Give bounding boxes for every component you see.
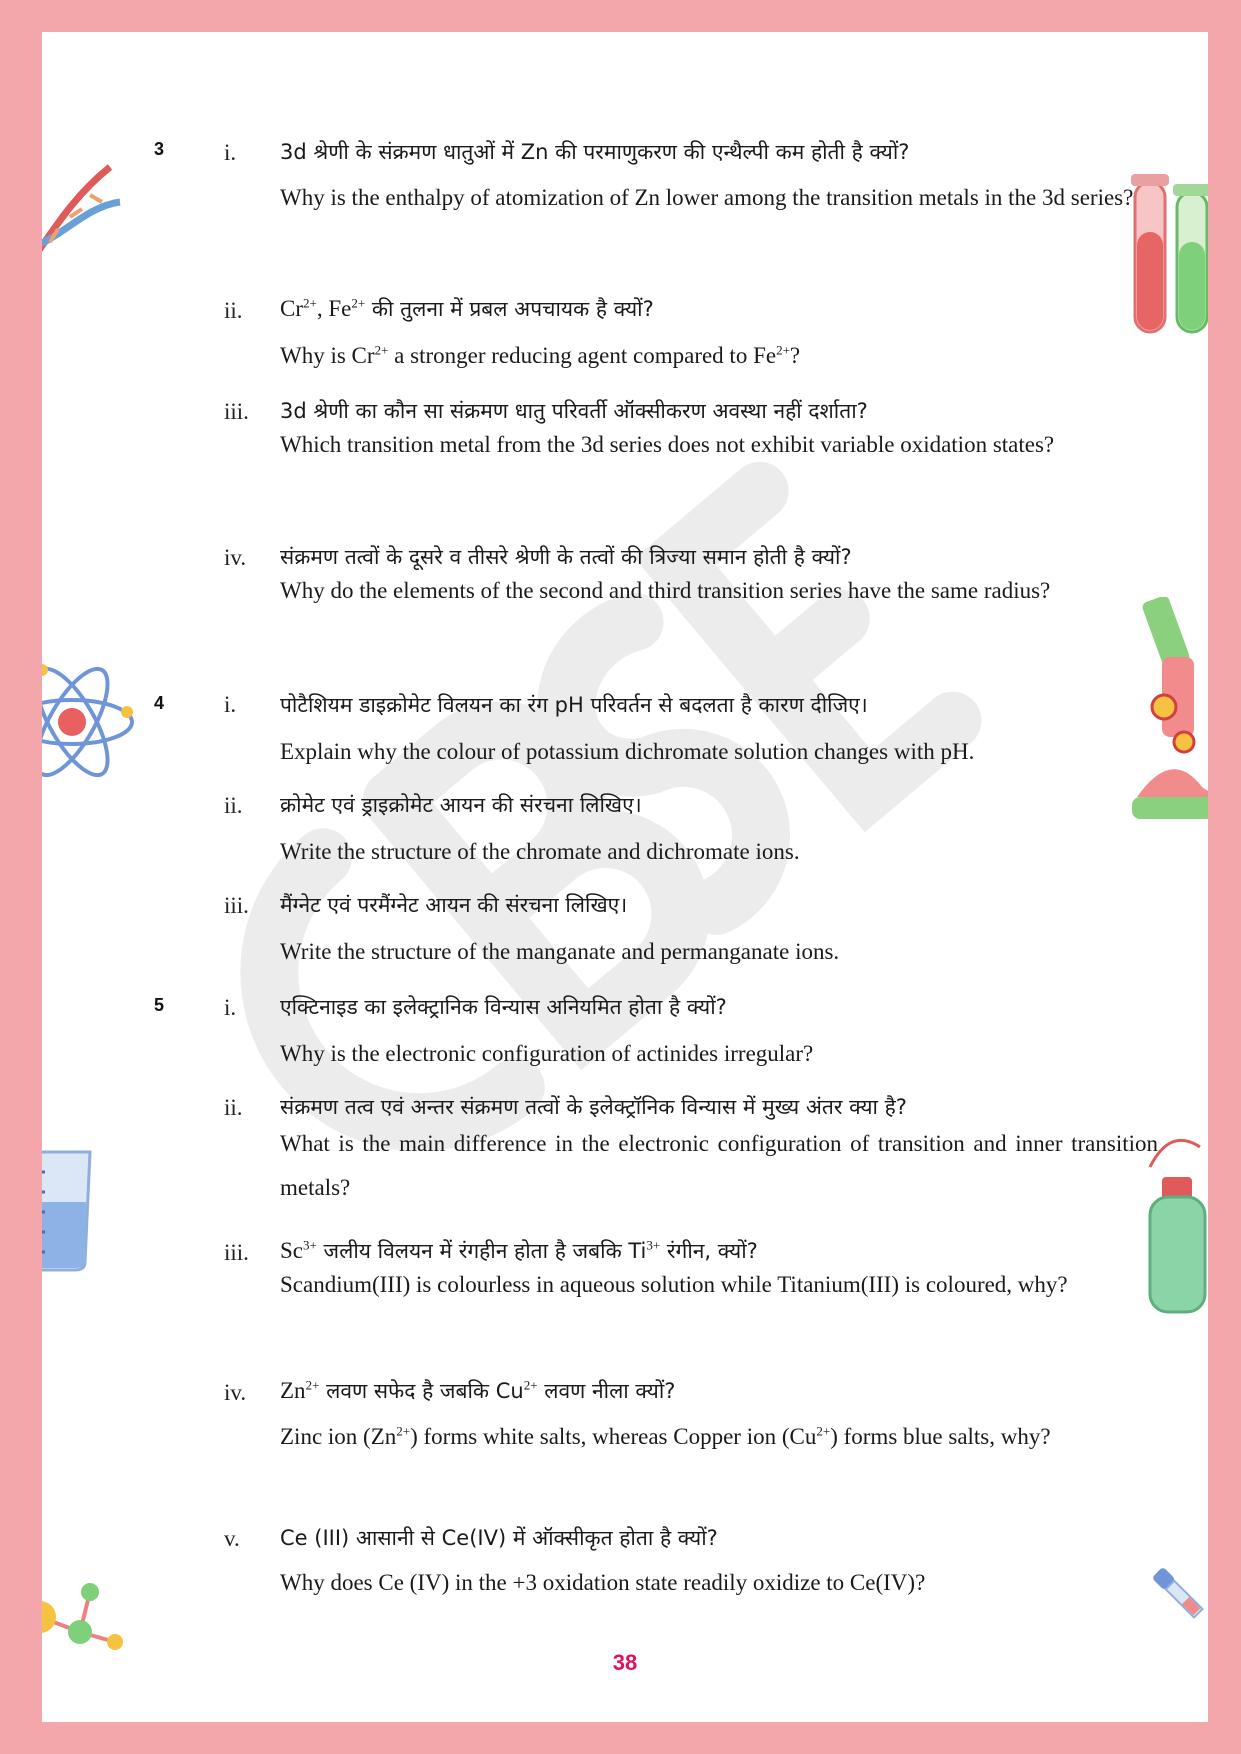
page [42, 32, 1208, 1722]
beaker-icon [42, 1142, 100, 1272]
part-english: Why does Ce (IV) in the +3 oxidation state readily oxidize to Ce(IV)? [280, 1570, 926, 1595]
part-hindi: एक्टिनाइड का इलेक्ट्रानिक विन्यास अनियमित होता है क्यों? [280, 995, 727, 1019]
part-roman: iii. [224, 399, 249, 424]
question-number: 5 [154, 995, 165, 1015]
question-number: 3 [154, 139, 165, 159]
part-hindi: Ce (III) आसानी से Ce(IV) में ऑक्सीकृत होता है क्यों? [280, 1526, 718, 1550]
part-roman: v. [224, 1526, 240, 1551]
part-hindi: पोटैशियम डाइक्रोमेट विलयन का रंग pH परिवर्तन से बदलता है कारण दीजिए। [280, 693, 868, 717]
cbse-watermark [42, 32, 1208, 1722]
atom-icon [42, 652, 142, 792]
part-roman: ii. [224, 793, 243, 818]
part-hindi: संक्रमण तत्वों के दूसरे व तीसरे श्रेणी के तत्वों की त्रिज्या समान होती है क्यों? [280, 545, 852, 569]
part-hindi: 3d श्रेणी का कौन सा संक्रमण धातु परिवर्ती ऑक्सीकरण अवस्था नहीं दर्शाता? [280, 399, 868, 423]
part-roman: iv. [224, 545, 247, 570]
part-roman: iii. [224, 1240, 249, 1265]
part-roman: iv. [224, 1380, 247, 1405]
part-hindi: $Zn^{2+}$ लवण सफेद है जबकि $Cu^{2+}$ लवण नीला क्यों? [280, 1377, 676, 1403]
part-roman: i. [224, 995, 237, 1020]
part-english: Why is $Cr^{2+}$ a stronger reducing agent compared to $Fe^{2+}$? [280, 342, 801, 368]
part-hindi: क्रोमेट एवं ड्राइक्रोमेट आयन की संरचना लिखिए। [280, 793, 642, 817]
part-hindi: मैंग्नेट एवं परमैंग्नेट आयन की संरचना लिखिए। [280, 893, 628, 917]
part-english: Why is the enthalpy of atomization of Zn lower among the transition metals in the 3d series? [280, 185, 1134, 210]
part-english: Why is the electronic configuration of actinides irregular? [280, 1041, 814, 1066]
part-english: Why do the elements of the second and third transition series have the same radius? [280, 578, 1051, 603]
page-number: 38 [612, 1650, 638, 1675]
part-roman: i. [224, 692, 237, 717]
dropper-icon [1152, 1567, 1208, 1627]
part-english: Write the structure of the manganate and permanganate ions. [280, 939, 840, 964]
part-roman: iii. [224, 893, 249, 918]
part-english: Which transition metal from the 3d series does not exhibit variable oxidation states? [280, 432, 1055, 457]
part-english: Zinc ion $(Zn^{2+})$ forms white salts, whereas Copper ion $(Cu^{2+})$ forms blue salts, why? [280, 1423, 1051, 1449]
part-english: Scandium(III) is colourless in aqueous solution while Titanium(III) is coloured, why? [280, 1272, 1068, 1297]
part-roman: ii. [224, 298, 243, 323]
part-roman: ii. [224, 1095, 243, 1120]
part-english: Explain why the colour of potassium dichromate solution changes with pH. [280, 739, 975, 764]
part-english: Write the structure of the chromate and dichromate ions. [280, 839, 800, 864]
part-hindi: $Cr^{2+}$, $Fe^{2+}$ की तुलना में प्रबल अपचायक है क्यों? [280, 295, 654, 321]
part-hindi: संक्रमण तत्व एवं अन्तर संक्रमण तत्वों के इलेक्ट्रॉनिक विन्यास में मुख्य अंतर क्या है? [280, 1095, 907, 1119]
part-english: What is the main difference in the electronic configuration of transition and inner transition metals? [280, 1131, 1158, 1200]
question-number: 4 [154, 693, 165, 713]
part-hindi: $Sc^{3+}$ जलीय विलयन में रंगहीन होता है जबकि $Ti^{3+}$ रंगीन, क्यों? [280, 1237, 758, 1263]
dna-icon [42, 147, 130, 297]
part-hindi: 3d श्रेणी के संक्रमण धातुओं में Zn की परमाणुकरण की एन्थैल्पी कम होती है क्यों? [280, 140, 910, 164]
part-roman: i. [224, 140, 237, 165]
